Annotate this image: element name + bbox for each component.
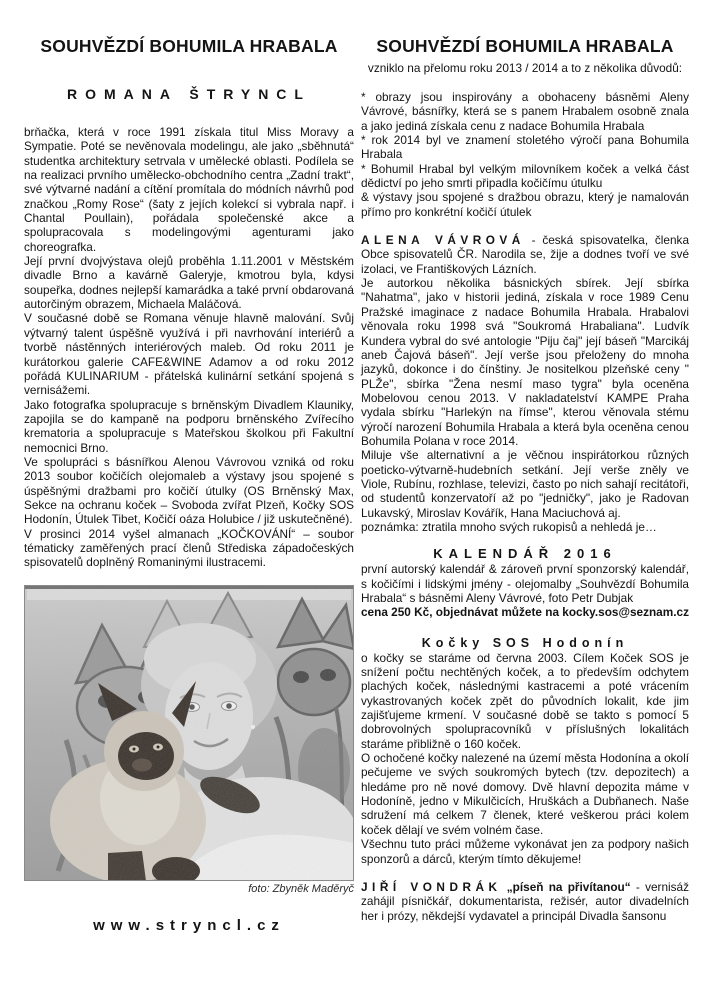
jiri-vondrak-section bbox=[361, 880, 689, 923]
alena-paragraph: Miluje vše alternativní a je věčnou inspirátorkou různých poeticko-výtvarně-hudebních setkání. Její verše zněly ve Viole, Rubínu, rozhlase, televizi, často po nich sahají recitátoři, od studentů konzervatoří až po "jedničky", jako je Radovan Lukavský, Miroslav Kovářík, Hana Maciuchová aj. bbox=[361, 448, 689, 520]
jiri-name: JIŘÍ VONDRÁK bbox=[361, 879, 502, 894]
bio-paragraph: V prosinci 2014 vyšel almanach „KOČKOVÁNÍ“ – soubor tématicky zaměřených prací členů Střediska západočeských spisovatelů doplněný Romaninými ilustracemi. bbox=[24, 526, 354, 570]
alena-name: ALENA VÁVROVÁ bbox=[361, 233, 525, 248]
left-column bbox=[24, 0, 354, 934]
left-title: SOUHVĚZDÍ BOHUMILA HRABALA bbox=[40, 36, 338, 56]
kocky-paragraph: o kočky se staráme od června 2003. Cílem Koček SOS je snížení počtu nechtěných koček, a to především odchytem plachých koček, následnými kastracemi a poté vrácením vykastrovaných koček zpět do původních lokalit, kde jim zajišťujeme krmení. V současné době se takto s pomocí 5 dobrovolných spolupracovníků v příslušných lokalitách staráme přibližně o 160 koček. bbox=[361, 650, 689, 751]
website-text: www.stryncl.cz bbox=[93, 916, 285, 934]
alena-intro-text: - česká spisovatelka, členka Obce spisovatelů ČR. Narodila se, žije a dodnes tvoří ve své izolaci, ve Františkových Lázních. bbox=[361, 233, 690, 276]
artist-name-heading: ROMANA ŠTRYNCL bbox=[67, 86, 311, 102]
kalendar-text: první autorský kalendář & zároveň první sponzorský kalendář, s kočičími i lidskými jmény - olejomalby „Souhvězdí Bohumila Hrabala“ s básněmi Aleny Vávrové, foto Petr Dubjak bbox=[361, 562, 689, 605]
reason-item: * Bohumil Hrabal byl velkým milovníkem koček a velká část dědictví po jeho smrti připadla kočičímu útulku bbox=[361, 161, 689, 191]
alena-intro-paragraph bbox=[361, 233, 689, 276]
bio-paragraph: Ve spolupráci s básnířkou Alenou Vávrovou vzniká od roku 2013 soubor kočičích olejomaleb a výstavy jsou spojené s úspěšnými dražbami pro kočičí útulky (OS Brněnský Max, Sekce na ochranu koček – Svoboda zvířat Plzeň, Kočky SOS Hodonín, Útulek Tibet, Kočičí oáza Holubice / již uskutečněné). bbox=[24, 454, 354, 527]
bio-paragraph: Jako fotografka spolupracuje s brněnským Divadlem Klauniky, zapojila se do kampaně na podporu brněnského Zvířecího krematoria a spolupracuje s Mateřskou školkou při Fakultní nemocnici Brno. bbox=[24, 397, 354, 455]
project-reasons bbox=[361, 90, 689, 219]
biography-text bbox=[24, 125, 354, 570]
kalendar-section bbox=[361, 546, 689, 619]
right-subtitle: vzniklo na přelomu roku 2013 / 2014 a to z několika důvodů: bbox=[367, 61, 683, 75]
kocky-heading: Kočky SOS Hodonín bbox=[421, 635, 629, 650]
reason-item: * obrazy jsou inspirovány a obohaceny básněmi Aleny Vávrové, básnířky, která se s panem Hrabalem osobně znala a jako jediná získala cenu z nadace Bohumila Hrabala bbox=[361, 90, 689, 133]
reason-item: * rok 2014 byl ve znamení stoletého výročí pana Bohumila Hrabala bbox=[361, 133, 689, 162]
alena-paragraph: poznámka: ztratila mnoho svých rukopisů a nehledá je… bbox=[361, 519, 657, 534]
kocky-paragraph: Všechnu tuto práci můžeme vykonávat jen za podpory našich sponzorů a dárců, kterým tímto děkujeme! bbox=[361, 837, 689, 866]
kocky-paragraph: O ochočené kočky nalezené na území města Hodonína a okolí pečujeme ve svých soukromých bytech (tzv. depozitech) a hledáme pro ně nové domovy. Dvě hlavní depozita máme v Hodoníně, jedno v Mikulčicích, Hruškách a Dubňanech. Naše sdružení má celkem 7 členek, které veškerou práci kolem koček dělají ve svém volném čase. bbox=[361, 751, 689, 837]
jiri-paragraph bbox=[361, 880, 689, 923]
alena-paragraph: Je autorkou několika básnických sbírek. Její sbírka "Nahatma", jako v historii jediná, získala v roce 1989 Cenu Pražské imaginace z nadace Bohumila Hrabala. Hrabalovi věnovala roku 1998 svá "Soukromá Hrabaliana". Ludvík Kundera vybral do své antologie "Piju čaj" její báseň "Marcikáj aneb Čajová báseň". Její verše jsou přeloženy do mnoha jazyků, dokonce i do čínštiny. Je nositelkou plzeňské ceny " PLŽe", sbírka "Žena nesmí maso tygra" byla oceněna Mobelovou cenou 2013. V nakladatelství KAMPE Praha vydala sbírku "Harlekýn na římse", kterou věnovala stému výročí narození Bohumila Hrabala a která byla oceněna cenou Bohumila Polana v roce 2014. bbox=[361, 276, 689, 448]
right-title: SOUHVĚZDÍ BOHUMILA HRABALA bbox=[376, 36, 674, 56]
bio-paragraph: Její první dvojvýstava olejů proběhla 1.11.2001 v Městském divadle Brno a kavárně Galeryje, kmotrou byla, kdysi soupeřka, dodnes nejlepší kamarádka a také první obdarovaná autorčiným obrazem, Michaela Maláčová. bbox=[24, 254, 354, 312]
jiri-text: - vernisáž zahájil písničkář, dokumentarista, režisér, autor divadelních her i prózy, někdejší vydavatel a principál Divadla šansonu bbox=[361, 879, 689, 923]
right-column bbox=[361, 0, 689, 923]
photo-credit: foto: Zbyněk Maděryč bbox=[248, 882, 354, 895]
portrait-photo-image bbox=[24, 585, 354, 881]
kalendar-price: cena 250 Kč, objednávat můžete na kocky.sos@seznam.cz bbox=[361, 605, 689, 620]
kocky-sos-section bbox=[361, 636, 689, 866]
bio-paragraph: brňačka, která v roce 1991 získala titul Miss Moravy a Sympatie. Poté se nevěnovala modelingu, ale jako „sběhnutá“ studentka architektury setrvala v umělecké oblasti. Podílela se na realizaci prvního umělecko-obchodního centra „Zadní trakt“, své výtvarné nadání a cítění promítala do módních návrhů pod značkou „Romy Rose“ (šaty z jejích kolekcí si vybrala např. i Chantal Poullain), pořádala společenské akce a spolupracovala s modelingovými agenturami jako choreografka. bbox=[24, 125, 354, 254]
bio-paragraph: V současné době se Romana věnuje hlavně malování. Svůj výtvarný talent úspěšně využívá i při navrhování interiérů a tvorbě nástěnných interiérových maleb. Od roku 2011 je kurátorkou galerie CAFE&WINE Adamov a od roku 2012 pořádá KULINARIUM - přátelská kulinární setkání spojená s vernisážemi. bbox=[24, 311, 354, 398]
portrait-photo bbox=[24, 585, 354, 881]
reason-item: & výstavy jsou spojené s dražbou obrazu, který je namalován přímo pro konkrétní kočičí útulek bbox=[361, 190, 689, 219]
alena-vavrova-section bbox=[361, 233, 689, 534]
kalendar-heading: KALENDÁŘ 2016 bbox=[433, 546, 617, 562]
jiri-quote: „píseň na přivítanou“ bbox=[501, 879, 631, 894]
